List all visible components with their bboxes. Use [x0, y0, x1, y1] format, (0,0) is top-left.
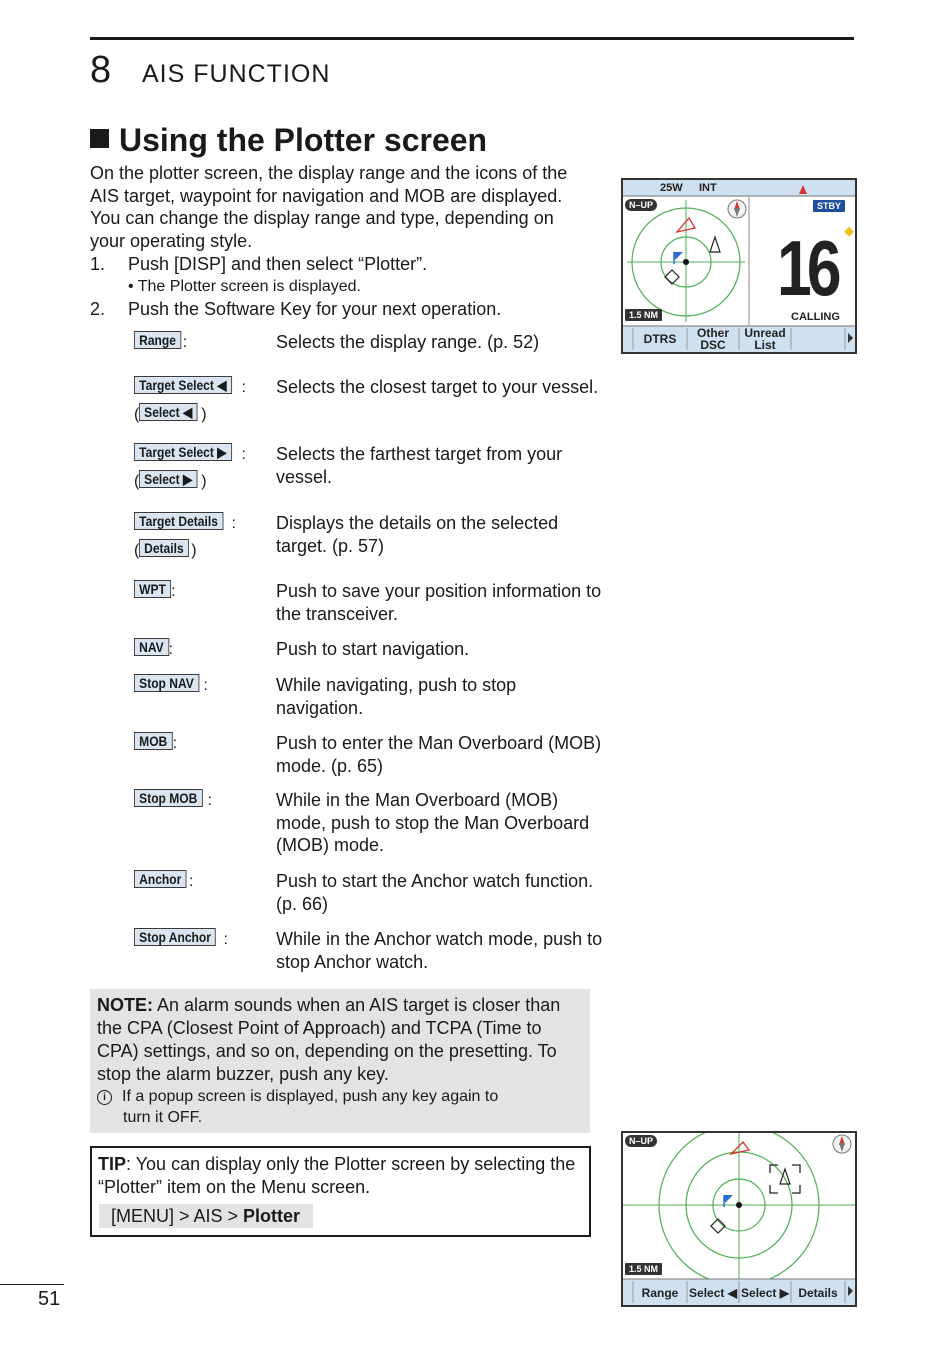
- softkey-range[interactable]: Range: [641, 1286, 679, 1300]
- info-line-1: If a popup screen is displayed, push any key again to: [122, 1088, 499, 1105]
- key-description: While in the Anchor watch mode, push to stop Anchor watch.: [276, 929, 603, 972]
- menu-path-prefix: [MENU] > AIS >: [111, 1206, 244, 1226]
- select-left-key[interactable]: Select ◀: [139, 403, 197, 421]
- target-select-left-key[interactable]: Target Select ◀: [134, 376, 232, 394]
- key-description: Push to start navigation.: [276, 639, 470, 659]
- target-select-right-key[interactable]: Target Select ▶: [134, 443, 232, 461]
- step-text: Push [DISP] and then select “Plotter”.: [128, 254, 428, 274]
- plotter-screen-dual: [621, 178, 857, 354]
- section-title-text: Using the Plotter screen: [119, 122, 488, 158]
- key-description: Displays the details on the selected target. (p. 57): [276, 513, 559, 556]
- chapter-number: 8: [90, 49, 112, 91]
- softkey-unread-list[interactable]: Unread List: [744, 326, 786, 352]
- tip-box: [90, 1146, 591, 1237]
- page-number: 51: [38, 1288, 61, 1310]
- target-details-key[interactable]: Target Details: [134, 512, 223, 530]
- own-vessel-icon: [683, 259, 689, 265]
- wpt-key[interactable]: WPT: [134, 580, 171, 598]
- channel-group: INT: [699, 182, 717, 194]
- note-info: [97, 1086, 583, 1128]
- tip-text: [98, 1153, 584, 1199]
- key-description: Push to start the Anchor watch function. (p. 66): [276, 871, 594, 914]
- softkey-select-left[interactable]: Select ◀: [689, 1286, 737, 1300]
- step-text: Push the Software Key for your next operation.: [128, 299, 502, 319]
- step-2: [90, 298, 501, 320]
- key-description: While in the Man Overboard (MOB) mode, push to stop the Man Overboard (MOB) mode.: [276, 790, 590, 856]
- note-box: [90, 989, 590, 1133]
- plotter-screen-full: [621, 1131, 857, 1307]
- orientation-badge: N–UP: [625, 1135, 657, 1147]
- range-badge: 1.5 NM: [625, 1263, 662, 1275]
- section-title: [90, 120, 487, 160]
- note-text: [97, 994, 583, 1086]
- range-key[interactable]: Range: [134, 331, 181, 349]
- chapter-title: AIS FUNCTION: [142, 60, 331, 88]
- step-1-bullet: • The Plotter screen is displayed.: [128, 278, 361, 295]
- stop-nav-key[interactable]: Stop NAV: [134, 674, 199, 692]
- header-rule: [90, 37, 854, 40]
- step-number: 2.: [90, 299, 106, 319]
- mob-key[interactable]: MOB: [134, 732, 172, 750]
- key-description: Selects the closest target to your vessel.: [276, 377, 599, 397]
- channel-number: 16: [777, 224, 837, 312]
- stop-mob-key[interactable]: Stop MOB: [134, 789, 203, 807]
- softkey-select-right[interactable]: Select ▶: [741, 1286, 789, 1300]
- channel-label: CALLING: [791, 311, 840, 323]
- step-1: [90, 253, 427, 275]
- details-key[interactable]: Details: [139, 539, 189, 557]
- key-description: While navigating, push to stop navigation.: [276, 675, 517, 718]
- status-badge: STBY: [813, 200, 845, 212]
- footer-rule: [0, 1284, 64, 1285]
- plotter-screen-full-graphics: [623, 1133, 855, 1305]
- menu-path-bold: Plotter: [243, 1206, 301, 1226]
- tip-label: TIP: [98, 1154, 127, 1174]
- note-label: NOTE:: [97, 995, 153, 1015]
- top-status-bar: [623, 180, 855, 196]
- square-bullet-icon: [90, 129, 109, 148]
- softkey-other-dsc[interactable]: Other DSC: [696, 326, 729, 352]
- nav-key[interactable]: NAV: [134, 638, 169, 656]
- orientation-badge: N–UP: [625, 199, 657, 211]
- menu-path: [99, 1204, 313, 1228]
- key-description: Push to save your position information to the transceiver.: [276, 581, 602, 624]
- own-vessel-icon: [736, 1202, 742, 1208]
- key-description: Selects the farthest target from your vessel.: [276, 444, 563, 487]
- power-level: 25W: [660, 182, 683, 194]
- key-description: Push to enter the Man Overboard (MOB) mode. (p. 65): [276, 733, 602, 776]
- anchor-key[interactable]: Anchor: [134, 870, 186, 888]
- info-icon: i: [97, 1090, 112, 1105]
- softkey-details[interactable]: Details: [798, 1286, 838, 1300]
- step-number: 1.: [90, 254, 106, 274]
- range-badge: 1.5 NM: [625, 309, 662, 321]
- note-body: An alarm sounds when an AIS target is closer than the CPA (Closest Point of Approach) and TCPA (Time to CPA) settings, and so on, depending on the presetting. To stop the alarm buzzer, push any key.: [97, 995, 561, 1084]
- softkey-dtrs[interactable]: DTRS: [643, 332, 677, 346]
- info-line-2: turn it OFF.: [123, 1109, 203, 1126]
- key-description: Selects the display range. (p. 52): [276, 332, 540, 352]
- select-right-key[interactable]: Select ▶: [139, 470, 197, 488]
- intro-paragraph: On the plotter screen, the display range and the icons of the AIS target, waypoint for navigation and MOB are displayed. You can change the display range and type, depending on your operating style.: [90, 163, 568, 251]
- stop-anchor-key[interactable]: Stop Anchor: [134, 928, 216, 946]
- tip-body: : You can display only the Plotter screen by selecting the “Plotter” item on the Menu screen.: [98, 1154, 576, 1197]
